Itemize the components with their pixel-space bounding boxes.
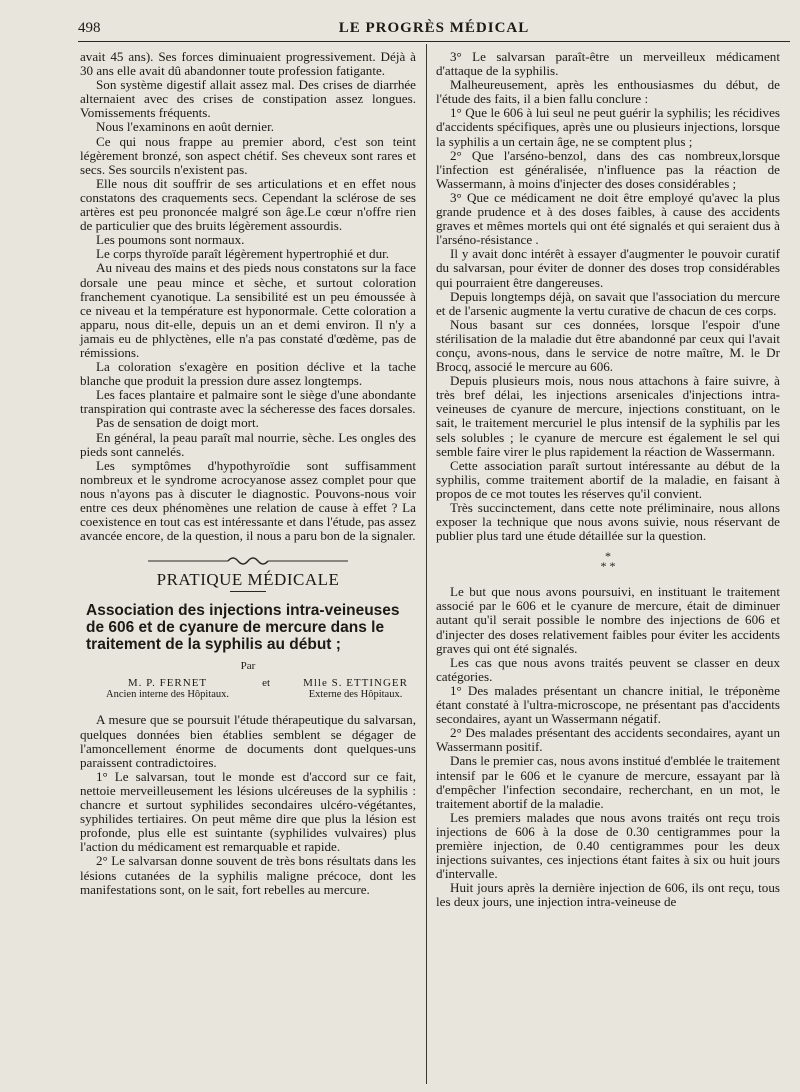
paragraph: Huit jours après la dernière injection de 606, ils ont reçu, tous les deux jours, une injection intra-veineuse de xyxy=(436,880,780,910)
paragraph: Depuis plusieurs mois, nous nous attachons à faire suivre, à très bref délai, les injections arsenicales d'injections intra-veineuses de cyanure de mercure, injections constituant, on le sait, le traitement mercuriel le plus intensif de la syphilis par les sels solubles ; le cyanure de mercure est également le sel qui semble faire virer le plus rapidement la réaction de Wassermann. xyxy=(436,373,780,459)
paragraph: Nous l'examinons en août dernier. xyxy=(96,119,274,135)
byline-par: Par xyxy=(240,660,256,673)
header-rule xyxy=(78,41,790,42)
title-underline xyxy=(230,591,266,592)
paragraph: Les symptômes d'hypothyroïdie sont suffisamment nombreux et le syndrome acrocyanose assez complet pour que nous n'ayons pas à discuter le diagnostic. Pouvons-nous voir entre ces deux phénomènes une relation de cause à effet ? La coexistence en tout cas est intéressante et dans l'étude, pas assez avancée encore, de la question, il nous a paru bon de la signaler. xyxy=(80,457,416,544)
paragraph: avait 45 ans). Ses forces diminuaient progressivement. Déjà à 30 ans elle avait dû abandonner toute profession fatigante. xyxy=(80,49,416,79)
paragraph: 2° Le salvarsan donne souvent de très bons résultats dans les lésions cutanées de la syphilis maligne précoce, dont les manifestations sont, on le sait, fort rebelles au mercure. xyxy=(80,853,416,897)
paragraph: Les cas que nous avons traités peuvent se classer en deux catégories. xyxy=(436,654,780,684)
asterism-top: * xyxy=(605,549,611,564)
column-divider xyxy=(426,44,427,1084)
paragraph: Il y avait donc intérêt à essayer d'augmenter le pouvoir curatif du salvarsan, pour éviter de donner des doses trop considérables qui pourraient être dangereuses. xyxy=(436,246,780,290)
asterism-separator xyxy=(436,549,780,574)
author-role: Ancien interne des Hôpitaux. xyxy=(106,689,230,701)
section-title: PRATIQUE MÉDICALE xyxy=(156,570,340,590)
left-column xyxy=(80,50,416,897)
running-header xyxy=(78,18,790,40)
paragraph: Malheureusement, après les enthousiasmes du début, de l'étude des faits, il a bien fallu conclure : xyxy=(436,77,780,107)
paragraph: Depuis longtemps déjà, on savait que l'association du mercure et de l'arsenic augmente la vertu curative de chacun de ces corps. xyxy=(436,288,780,318)
author-ettinger xyxy=(303,677,408,701)
paragraph: Les faces plantaire et palmaire sont le siège d'une abondante transpiration qui contraste avec la sécheresse des faces dorsales. xyxy=(80,387,416,417)
wavy-separator xyxy=(80,555,416,567)
paragraph: Dans le premier cas, nous avons institué d'emblée le traitement intensif par le 606 et le cyanure de mercure, essayant par là d'empêcher l'infection secondaire, recherchant, en un mot, le traitement abortif de la maladie. xyxy=(436,753,780,811)
paragraph: A mesure que se poursuit l'étude thérapeutique du salvarsan, quelques données bien établies semblent se dégager de l'amoncellement énorme de documents dont quelques-uns paraissent contradictoires. xyxy=(80,712,416,770)
paragraph: En général, la peau paraît mal nourrie, sèche. Les ongles des pieds sont cannelés. xyxy=(80,429,416,459)
author-list xyxy=(80,677,416,701)
paragraph: 1° Que le 606 à lui seul ne peut guérir la syphilis; les récidives d'accidents spécifiques, après une ou plusieurs injections, lorsque la syphilis a un certain âge, ne se comptent plus ; xyxy=(436,105,780,149)
author-role: Externe des Hôpitaux. xyxy=(308,689,403,701)
paragraph: Très succinctement, dans cette note préliminaire, nous allons exposer la technique que nous avons suivie, nous réservant de publier plus tard une étude détaillée sur la question. xyxy=(436,500,780,544)
paragraph: 1° Des malades présentant un chancre initial, le tréponème étant constaté à l'ultra-microscope, ne présentant pas d'accidents secondaires, ayant un Wassermann négatif. xyxy=(436,682,780,727)
paragraph: Nous basant sur ces données, lorsque l'espoir d'une stérilisation de la maladie dut être abandonné par ceux qui l'avait conçu, avons-nous, dans le service de notre maître, M. le Dr Brocq, associé le mercure au 606. xyxy=(436,316,780,375)
paragraph: Ce qui nous frappe au premier abord, c'est son teint légèrement bronzé, son aspect chétif. Ses cheveux sont rares et secs. Ses sourcils n'existent pas. xyxy=(80,133,416,177)
author-connector: et xyxy=(262,677,271,690)
paragraph: Le corps thyroïde paraît légèrement hypertrophié et dur. xyxy=(96,246,390,262)
page-number: 498 xyxy=(78,20,101,36)
paragraph: La coloration s'exagère en position déclive et la tache blanche que produit la pression dure assez longtemps. xyxy=(80,359,416,389)
article-body-right xyxy=(436,50,780,543)
paragraph: Les premiers malades que nous avons traités ont reçu trois injections de 606 à la dose de 0.30 centigrammes pour la première injection, de 0.40 centigrammes pour les deux injections suivantes, ces injections étant faites à six ou huit jours d'intervalle. xyxy=(436,809,780,882)
article-body-right-continued xyxy=(436,585,780,909)
author-fernet xyxy=(106,677,229,701)
paragraph: Cette association paraît surtout intéressante au début de la syphilis, comme traitement abortif de la maladie, en faisant à propos de ce mot toutes les réserves qu'il convient. xyxy=(436,457,780,501)
paragraph: 1° Le salvarsan, tout le monde est d'accord sur ce fait, nettoie merveilleusement les lésions ulcéreuses de la syphilis : chancre et surtout syphilides secondaires ulcéro-végétantes, syphilides tertiaires. On peut même dire que plus la lésion est profonde, plus elle est suintante (syphilides vulvaires) plus l'action du médicament est remarquable et rapide. xyxy=(80,768,416,855)
author-name: Mlle S. ETTINGER xyxy=(303,677,408,690)
article-body-left xyxy=(80,713,416,896)
paragraph: Elle nous dit souffrir de ses articulations et en effet nous constatons des craquements secs. Cependant la sclérose de ses artères est peu prononcée malgré son âge.Le cœur n'offre rien de particulier que des bruits légèrement assourdis. xyxy=(80,175,416,234)
paragraph: 3° Le salvarsan paraît-être un merveilleux médicament d'attaque de la syphilis. xyxy=(436,49,780,79)
paragraph: Son système digestif allait assez mal. Des crises de diarrhée alternaient avec des crises de constipation assez longues. Vomissements fréquents. xyxy=(80,77,416,121)
paragraph: 2° Que l'arséno-benzol, dans des cas nombreux,lorsque l'infection est généralisée, n'influence pas la réaction de Wassermann, à moins d'injecter des doses considérables ; xyxy=(436,147,780,191)
paragraph: Le but que nous avons poursuivi, en instituant le traitement associé par le 606 et le cyanure de mercure, était de diminuer autant qu'il serait possible le nombre des injections de 606 et d'injecter des doses relativement faibles pour éviter les accidents graves qui ont été signalés. xyxy=(436,584,780,656)
paragraph: 2° Des malades présentant des accidents secondaires, ayant un Wassermann positif. xyxy=(436,725,780,755)
wavy-rule-icon xyxy=(148,555,348,567)
journal-title: LE PROGRÈS MÉDICAL xyxy=(338,20,530,36)
right-column xyxy=(436,50,780,909)
paragraph: Au niveau des mains et des pieds nous constatons sur la face dorsale une peau mince et sèche, et surtout coloration franchement cyanotique. La sensibilité est un peu émoussée à ce niveau et la température est hyponormale. Cette coloration a apparu, nous dit-elle, depuis un an et demi environ. Il n'y a jamais eu de phlyctènes, elle n'a pas constaté d'œdème, pas de rémissions. xyxy=(80,260,416,360)
case-report-text xyxy=(80,50,416,543)
asterism-bottom: * * xyxy=(600,559,616,574)
article-title: Association des injections intra-veineuses de 606 et de cyanure de mercure dans le traitement de la syphilis au début ; xyxy=(86,602,400,654)
paragraph: Les poumons sont normaux. xyxy=(96,232,245,248)
author-name: M. P. FERNET xyxy=(127,677,208,690)
paragraph: 3° Que ce médicament ne doit être employé qu'avec la plus grande prudence et à des doses faibles, à cause des accidents graves et mêmes mortels qui ont été signalés et qui seraient dus à l'arséno-résistance . xyxy=(436,189,780,248)
paragraph: Pas de sensation de doigt mort. xyxy=(96,415,259,431)
